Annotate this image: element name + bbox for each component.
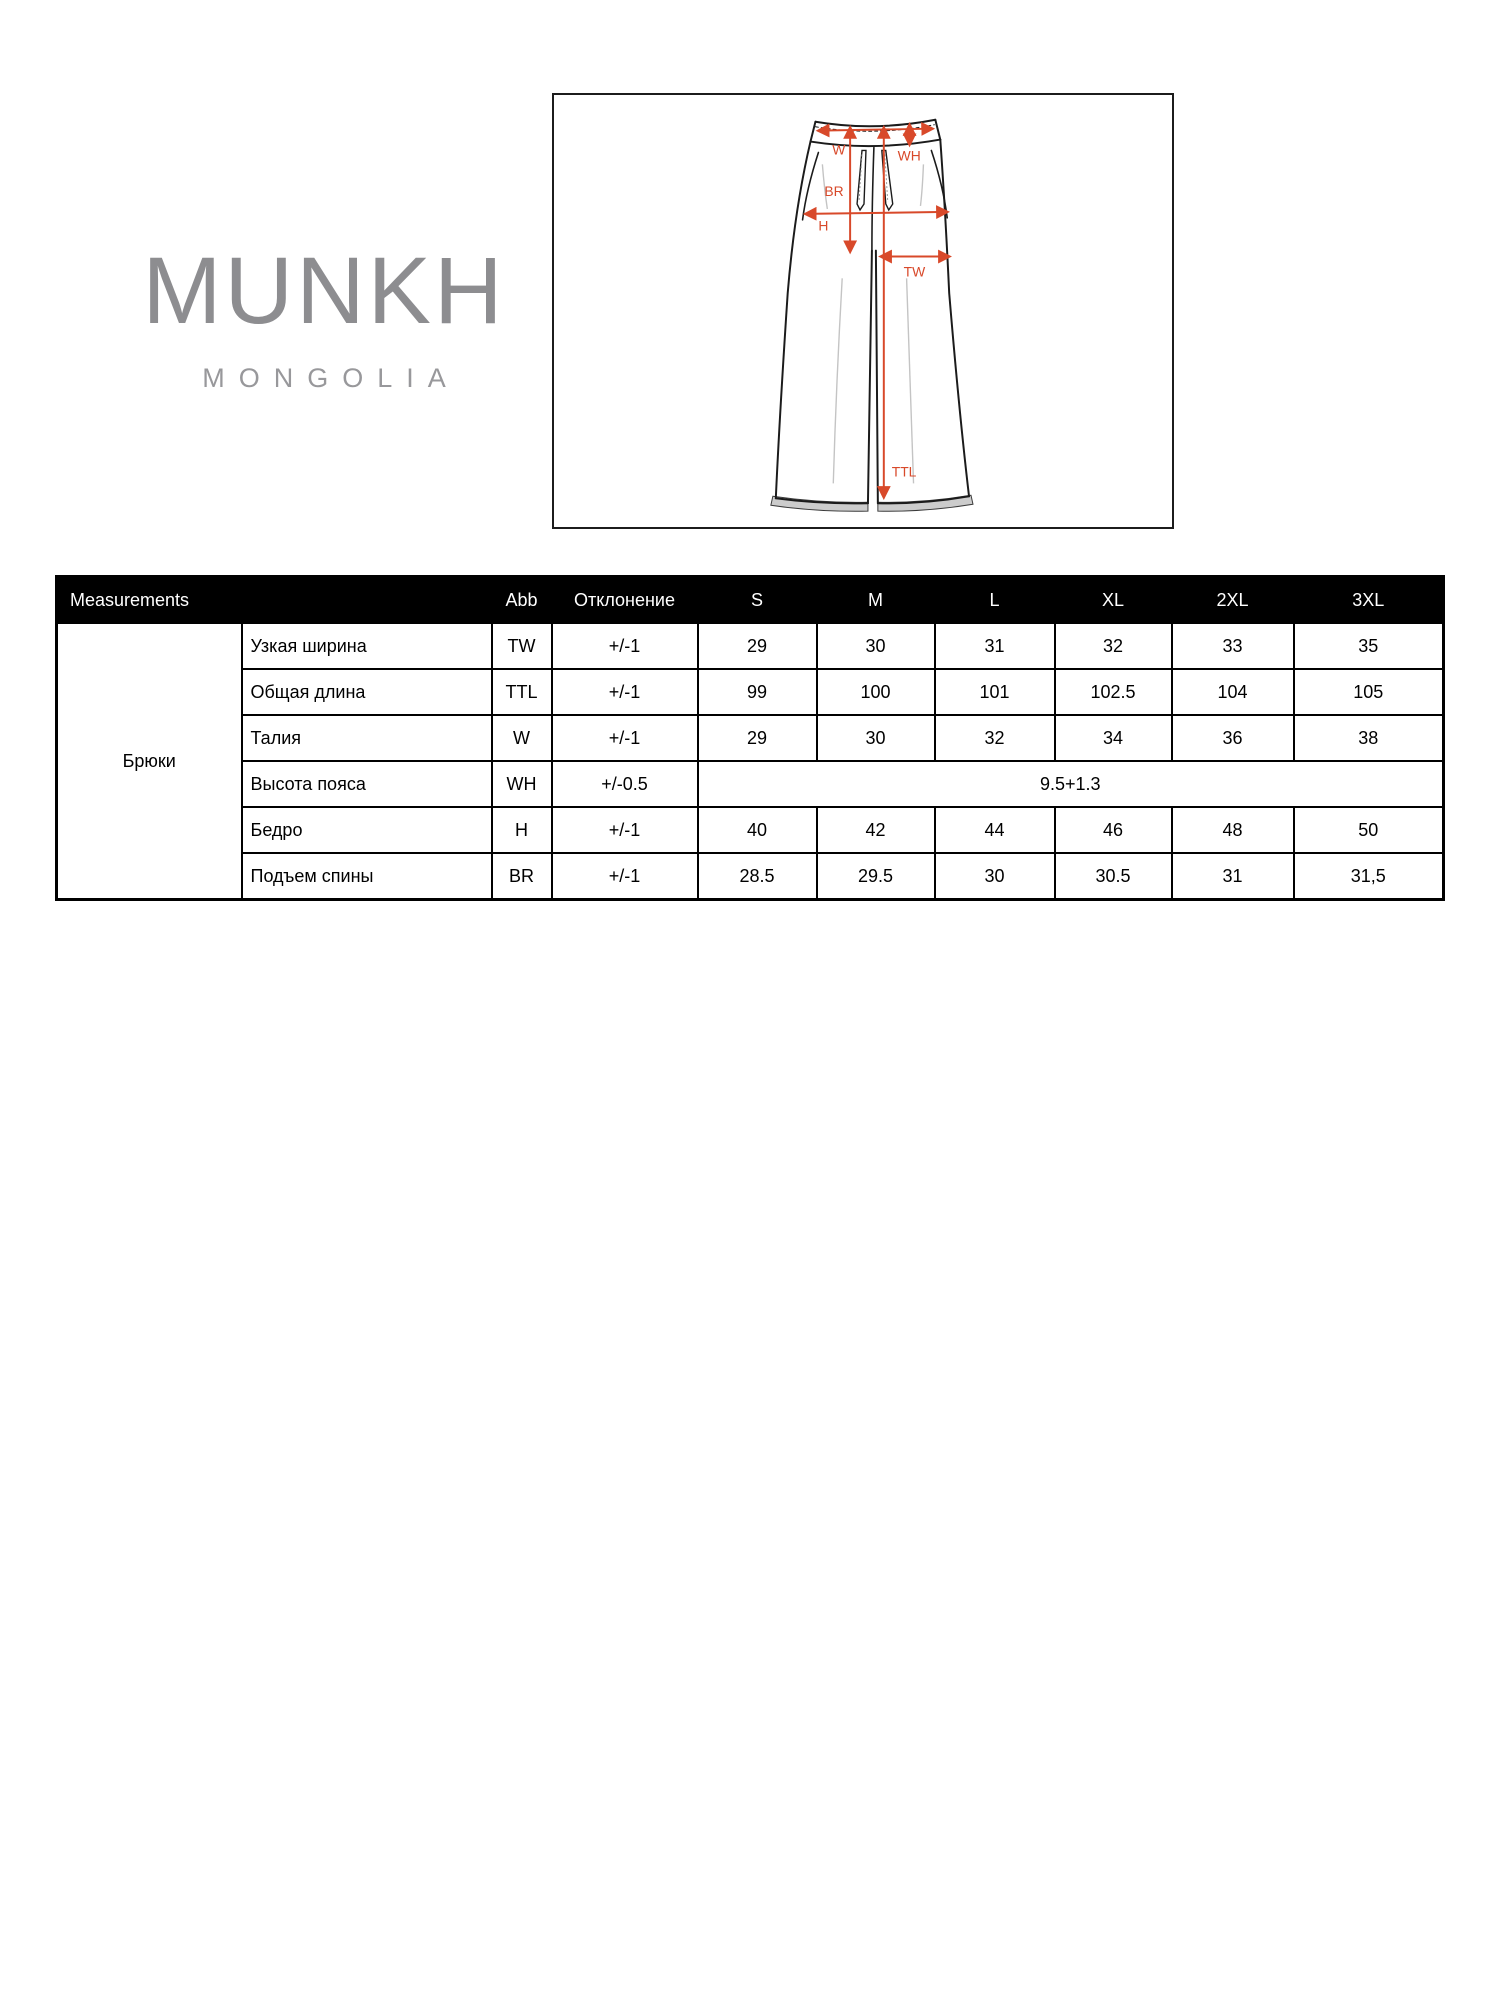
cell-size-value: 100 bbox=[817, 669, 935, 715]
cell-tolerance: +/-1 bbox=[552, 807, 698, 853]
column-header-3xl: 3XL bbox=[1294, 577, 1444, 624]
cell-size-value: 38 bbox=[1294, 715, 1444, 761]
cell-measure-name: Талия bbox=[242, 715, 492, 761]
cell-size-value: 31 bbox=[1172, 853, 1294, 900]
drawstring bbox=[857, 150, 893, 209]
pants-technical-drawing bbox=[554, 95, 1172, 527]
cell-size-value: 42 bbox=[817, 807, 935, 853]
pants-diagram-box bbox=[552, 93, 1174, 529]
label-ttl: TTL bbox=[891, 463, 917, 480]
cell-abbreviation: TTL bbox=[492, 669, 552, 715]
table-row bbox=[57, 623, 1444, 669]
column-header-abb: Abb bbox=[492, 577, 552, 624]
brand-logo bbox=[128, 238, 520, 394]
cell-abbreviation: H bbox=[492, 807, 552, 853]
cell-size-value: 29 bbox=[698, 623, 817, 669]
cell-abbreviation: BR bbox=[492, 853, 552, 900]
cell-abbreviation: W bbox=[492, 715, 552, 761]
brand-wordmark: MUNKH bbox=[142, 238, 506, 344]
table-row bbox=[57, 761, 1444, 807]
column-header-2xl: 2XL bbox=[1172, 577, 1294, 624]
hem-shading bbox=[771, 495, 973, 511]
cell-tolerance: +/-1 bbox=[552, 853, 698, 900]
cell-size-value: 99 bbox=[698, 669, 817, 715]
cell-size-value: 29.5 bbox=[817, 853, 935, 900]
column-header-xl: XL bbox=[1055, 577, 1172, 624]
cell-size-value: 40 bbox=[698, 807, 817, 853]
column-header-m: M bbox=[817, 577, 935, 624]
cell-abbreviation: TW bbox=[492, 623, 552, 669]
label-tw: TW bbox=[903, 263, 926, 280]
cell-tolerance: +/-0.5 bbox=[552, 761, 698, 807]
cell-size-value: 102.5 bbox=[1055, 669, 1172, 715]
cell-measure-name: Бедро bbox=[242, 807, 492, 853]
label-br: BR bbox=[824, 183, 844, 200]
cell-size-value: 46 bbox=[1055, 807, 1172, 853]
cell-size-value: 104 bbox=[1172, 669, 1294, 715]
cell-size-value: 34 bbox=[1055, 715, 1172, 761]
cell-size-value: 101 bbox=[935, 669, 1055, 715]
brand-subtitle: MONGOLIA bbox=[202, 363, 460, 393]
cell-tolerance: +/-1 bbox=[552, 669, 698, 715]
cell-size-value: 32 bbox=[1055, 623, 1172, 669]
cell-size-value-span: 9.5+1.3 bbox=[698, 761, 1444, 807]
cell-measure-name: Общая длина bbox=[242, 669, 492, 715]
table-row bbox=[57, 669, 1444, 715]
cell-abbreviation: WH bbox=[492, 761, 552, 807]
label-w: W bbox=[832, 141, 846, 158]
cell-tolerance: +/-1 bbox=[552, 715, 698, 761]
cell-size-value: 29 bbox=[698, 715, 817, 761]
cell-measure-name: Узкая ширина bbox=[242, 623, 492, 669]
size-table bbox=[55, 575, 1445, 901]
cell-size-value: 48 bbox=[1172, 807, 1294, 853]
label-h: H bbox=[818, 217, 829, 234]
table-body bbox=[57, 623, 1444, 900]
table-row bbox=[57, 715, 1444, 761]
cell-size-value: 28.5 bbox=[698, 853, 817, 900]
cell-size-value: 30 bbox=[817, 623, 935, 669]
cell-size-value: 50 bbox=[1294, 807, 1444, 853]
column-header-s: S bbox=[698, 577, 817, 624]
category-cell: Брюки bbox=[57, 623, 242, 900]
cell-size-value: 30 bbox=[935, 853, 1055, 900]
cell-tolerance: +/-1 bbox=[552, 623, 698, 669]
pants-outline bbox=[776, 120, 969, 504]
cell-size-value: 36 bbox=[1172, 715, 1294, 761]
cell-size-value: 105 bbox=[1294, 669, 1444, 715]
table-header bbox=[57, 577, 1444, 624]
table-row bbox=[57, 807, 1444, 853]
column-header-measurements: Measurements bbox=[57, 577, 492, 624]
cell-measure-name: Подъем спины bbox=[242, 853, 492, 900]
cell-size-value: 32 bbox=[935, 715, 1055, 761]
cell-size-value: 30 bbox=[817, 715, 935, 761]
cell-size-value: 30.5 bbox=[1055, 853, 1172, 900]
cell-size-value: 44 bbox=[935, 807, 1055, 853]
label-wh: WH bbox=[897, 147, 921, 164]
table-row bbox=[57, 853, 1444, 900]
column-header-отклонение: Отклонение bbox=[552, 577, 698, 624]
cell-size-value: 33 bbox=[1172, 623, 1294, 669]
cell-size-value: 35 bbox=[1294, 623, 1444, 669]
column-header-l: L bbox=[935, 577, 1055, 624]
cell-measure-name: Высота пояса bbox=[242, 761, 492, 807]
cell-size-value: 31 bbox=[935, 623, 1055, 669]
cell-size-value: 31,5 bbox=[1294, 853, 1444, 900]
